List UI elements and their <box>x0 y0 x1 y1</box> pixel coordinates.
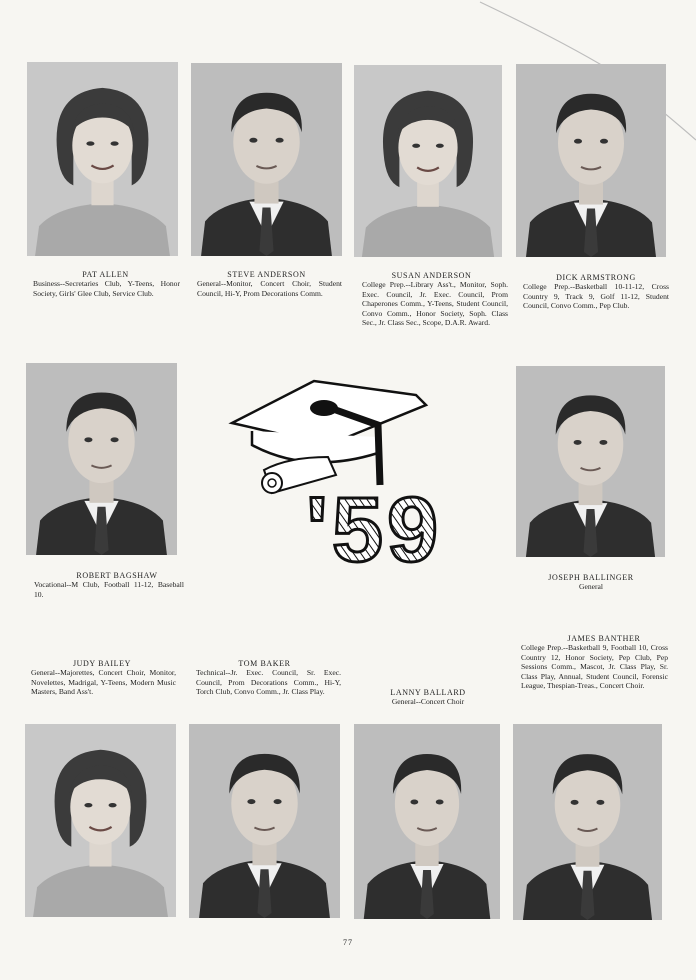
student-activities: General--Concert Choir <box>391 697 465 706</box>
portrait-susan-anderson <box>354 65 502 257</box>
student-name: ROBERT BAGSHAW <box>76 571 158 580</box>
student-activities: General--Majorettes, Concert Choir, Monitor, Novelettes, Madrigal, Y-Teens, Modern Music Masters, Band Ass't. <box>31 668 176 697</box>
student-activities: Technical--Jr. Exec. Council, Sr. Exec. Council, Prom Decorations Comm., Hi-Y, Torch Club, Convo Comm., Jr. Class Play. <box>196 668 341 697</box>
portrait-tom-baker <box>189 724 340 918</box>
student-activities: Business--Secretaries Club, Y-Teens, Honor Society, Girls' Glee Club, Service Club. <box>33 279 180 298</box>
class-year: '59 <box>306 479 443 570</box>
portrait-judy-bailey <box>25 724 176 917</box>
student-name: STEVE ANDERSON <box>227 270 306 279</box>
portrait-steve-anderson <box>191 63 342 256</box>
student-name: JOSEPH BALLINGER <box>548 573 634 582</box>
page-number: 77 <box>343 938 353 947</box>
portrait-pat-allen <box>27 62 178 256</box>
portrait-joseph-ballinger <box>516 366 665 557</box>
student-activities: General <box>578 582 604 591</box>
student-activities: College Prep.--Basketball 9, Football 10, Cross Country 12, Honor Society, Pep Club, Pep Sessions Comm., Mascot, Jr. Class Play, Sr. Class Play, Annual, Student Council, Forensic League, Thespian-Treas., Concert Choir. <box>521 643 668 691</box>
student-name: SUSAN ANDERSON <box>391 271 472 280</box>
student-activities: College Prep.--Basketball 10-11-12, Cross Country 9, Track 9, Golf 11-12, Student Council, Convo Comm., Pep Club. <box>523 282 669 311</box>
student-activities: Vocational--M Club, Football 11-12, Baseball 10. <box>34 580 184 599</box>
student-name: DICK ARMSTRONG <box>556 273 636 282</box>
portrait-robert-bagshaw <box>26 363 177 555</box>
student-name: JUDY BAILEY <box>72 659 132 668</box>
portrait-dick-armstrong <box>516 64 666 257</box>
portrait-james-banther <box>513 724 662 920</box>
student-activities: General--Monitor, Concert Choir, Student Council, Hi-Y, Prom Decorations Comm. <box>197 279 342 298</box>
student-name: LANNY BALLARD <box>390 688 466 697</box>
portrait-lanny-ballard <box>354 724 500 919</box>
student-name: TOM BAKER <box>238 659 291 668</box>
student-activities: College Prep.--Library Ass't., Monitor, Soph. Exec. Council, Jr. Exec. Council, Prom Chaperones Comm., Y-Teens, Student Council, Convo Comm., Honor Society, Soph. Class Sec., Jr. Class Sec., Scope, D.A.R. Award. <box>362 280 508 328</box>
student-name: PAT ALLEN <box>82 270 129 279</box>
graduation-cap-emblem <box>228 375 488 570</box>
student-name: JAMES BANTHER <box>567 634 641 643</box>
